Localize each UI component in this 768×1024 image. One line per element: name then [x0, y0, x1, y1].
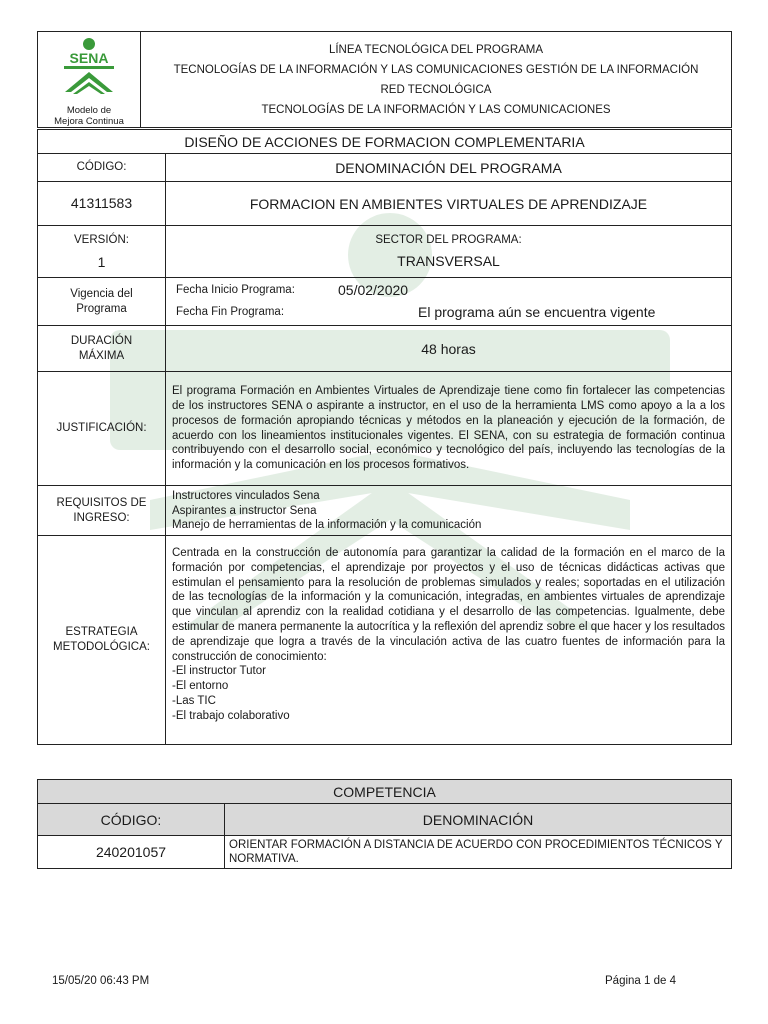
justification-label: JUSTIFICACIÓN:	[38, 372, 166, 486]
header-line-2: TECNOLOGÍAS DE LA INFORMACIÓN Y LAS COMUNICACIONES GESTIÓN DE LA INFORMACIÓN	[173, 63, 699, 76]
header-text	[141, 32, 732, 128]
logo-cell	[38, 32, 141, 128]
requirements-list	[166, 486, 732, 536]
strategy-text: Centrada en la construcción de autonomía para garantizar la calidad de la formación en el marco de la formación por competencias, el aprendizaje por proyectos y el uso de técnicas didácticas activas que estimulan el pensamiento para la resolución de problemas simulados y reales; soportadas en el utilización de las tecnologías de la información y la comunicación, integradas, en ambientes virtuales de aprendizaje que vinculan al aprendiz con la realidad cotidiana y el desarrollo de las competencias. Igualmente, debe estimular de manera permanente la autocrítica y la reflexión del aprendiz sobre el que hacer y los resultados de aprendizaje que logra a través de la vinculación activa de las cuatro fuentes de información para la construcción de conocimiento:	[172, 547, 725, 663]
logo-caption-line-2: Mejora Continua	[54, 116, 124, 127]
version-cell	[38, 226, 166, 278]
header-line-4: TECNOLOGÍAS DE LA INFORMACIÓN Y LAS COMUNICACIONES	[261, 103, 611, 116]
strategy-label: ESTRATEGIA METODOLÓGICA:	[38, 536, 166, 745]
header-line-3: RED TECNOLÓGICA	[380, 83, 492, 96]
program-table	[37, 129, 732, 745]
justification-text: El programa Formación en Ambientes Virtuales de Aprendizaje tiene como fin fortalecer las competencias de los instructores SENA o aspirante a instructor, en el uso de la herramienta LMS como apoyo a la a los procesos de formación apropiando técnicas y métodos en la planeación y ejecución de la formación, de acuerdo con los lineamientos institucionales vigentes. El SENA, con su estrategia de formación continua contribuyendo con el desarrollo social, económico y tecnológico del país, incluyendo las tecnologías de la información y la comunicación en los procesos formativos.	[166, 372, 732, 486]
start-date-value: 05/02/2020	[338, 281, 409, 298]
section-title: DISEÑO DE ACCIONES DE FORMACION COMPLEMENTARIA	[38, 130, 732, 154]
requirements-label: REQUISITOS DE INGRESO:	[38, 486, 166, 536]
document-header	[37, 31, 732, 128]
strategy-cell	[166, 536, 732, 745]
header-line-1: LÍNEA TECNOLÓGICA DEL PROGRAMA	[328, 43, 544, 56]
program-name: FORMACION EN AMBIENTES VIRTUALES DE APRENDIZAJE	[166, 182, 732, 226]
competencia-name-label: DENOMINACIÓN	[225, 804, 732, 836]
end-date-value: El programa aún se encuentra vigente	[418, 303, 656, 320]
logo-caption-line-1: Modelo de	[66, 105, 112, 116]
competencia-name: ORIENTAR FORMACIÓN A DISTANCIA DE ACUERDO CON PROCEDIMIENTOS TÉCNICOS Y NORMATIVA.	[225, 836, 732, 869]
competencia-code: 240201057	[38, 836, 225, 869]
requirement-item: Aspirantes a instructor Sena	[172, 504, 317, 517]
version-label: VERSIÓN:	[74, 234, 129, 246]
requirement-item: Manejo de herramientas de la información y la comunicación	[172, 519, 482, 532]
sector-value: TRANSVERSAL	[397, 253, 500, 269]
program-code: 41311583	[38, 182, 166, 226]
code-label: CÓDIGO:	[38, 154, 166, 182]
end-date-label: Fecha Fin Programa:	[176, 305, 285, 318]
requirement-item: Instructores vinculados Sena	[172, 490, 320, 503]
vigencia-label: Vigencia del Programa	[38, 278, 166, 326]
logo-caption	[38, 105, 140, 127]
strategy-item: -El instructor Tutor	[172, 665, 266, 678]
footer-page-number: Página 1 de 4	[605, 975, 676, 987]
strategy-item: -El trabajo colaborativo	[172, 709, 290, 722]
start-date-label: Fecha Inicio Programa:	[176, 283, 295, 296]
sena-logo-icon	[59, 36, 119, 98]
duration-label: DURACIÓN MÁXIMA	[38, 326, 166, 372]
duration-value: 48 horas	[166, 326, 732, 372]
competencia-code-label: CÓDIGO:	[38, 804, 225, 836]
vigencia-cell	[166, 278, 732, 326]
version-value: 1	[97, 254, 106, 270]
program-name-label: DENOMINACIÓN DEL PROGRAMA	[166, 154, 732, 182]
sector-cell	[166, 226, 732, 278]
strategy-item: -Las TIC	[172, 694, 216, 707]
competencia-table	[37, 779, 732, 869]
logo-wordmark: SENA	[69, 50, 109, 66]
competencia-title: COMPETENCIA	[38, 780, 732, 804]
sector-label: SECTOR DEL PROGRAMA:	[375, 234, 522, 246]
footer-timestamp: 15/05/20 06:43 PM	[52, 975, 150, 987]
strategy-item: -El entorno	[172, 680, 229, 693]
